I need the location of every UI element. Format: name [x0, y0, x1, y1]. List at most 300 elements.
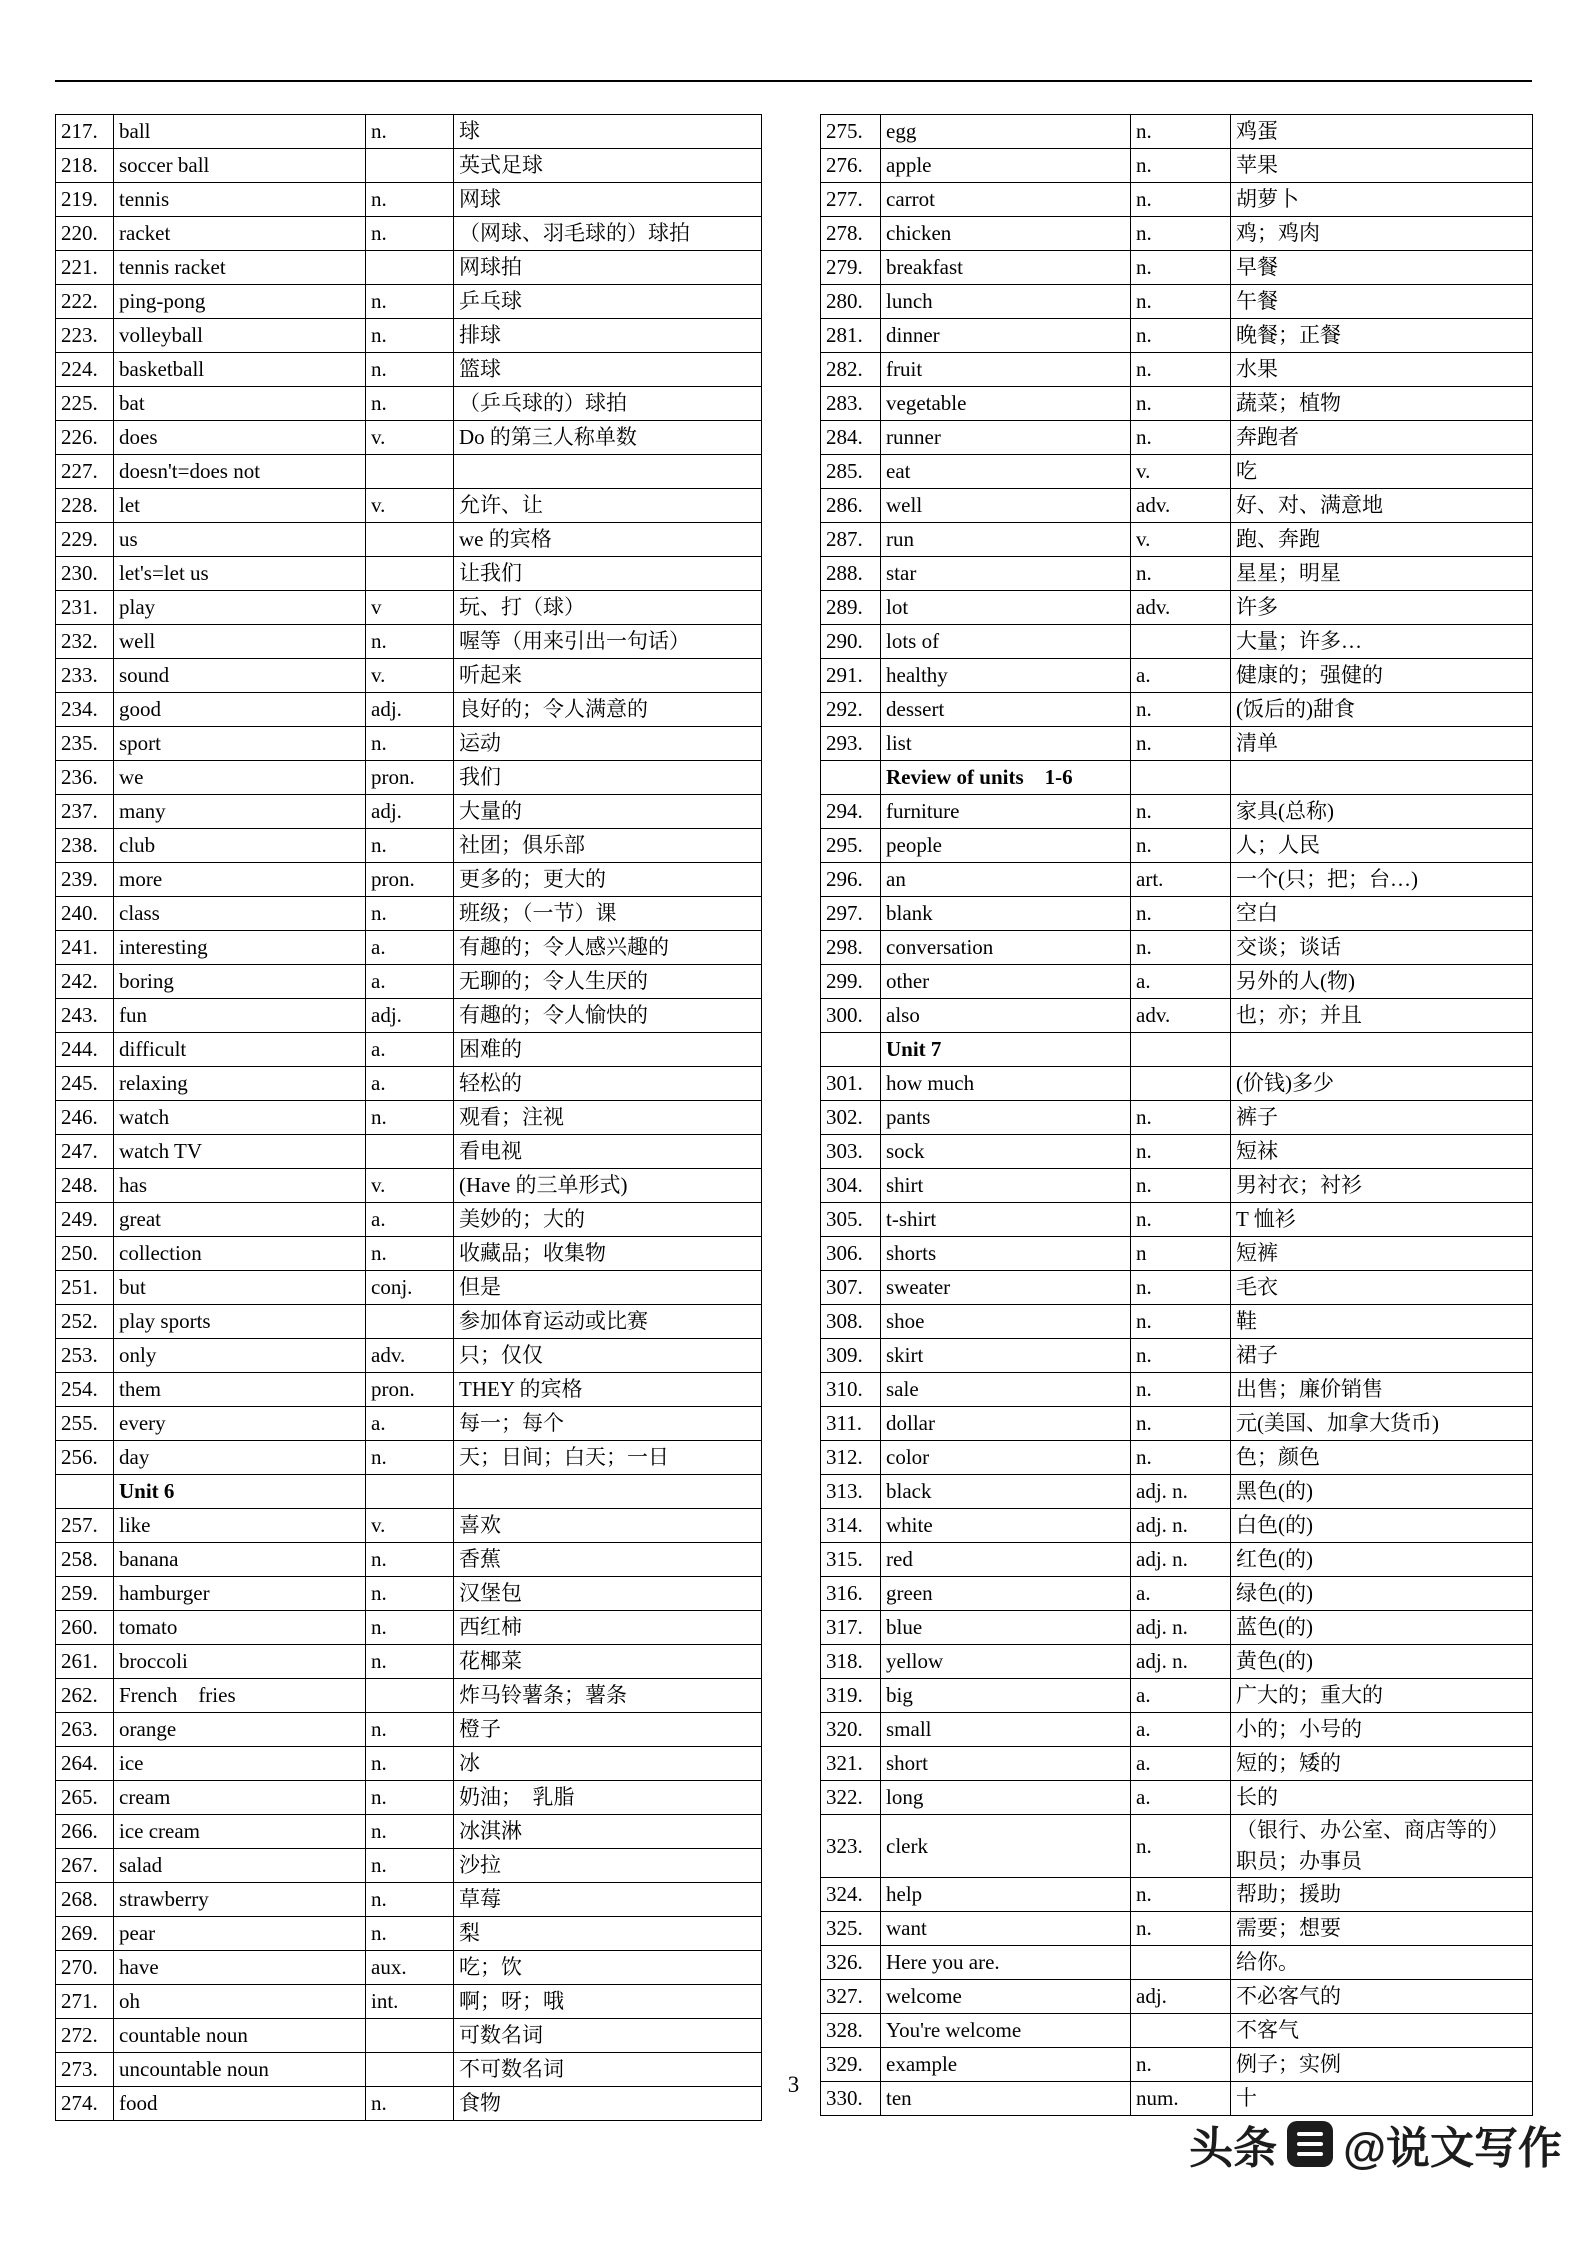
vocab-row: [821, 829, 1533, 863]
vocab-row: [821, 897, 1533, 931]
num-cell: 257.: [56, 1509, 114, 1543]
pos-cell: n.: [1131, 1271, 1231, 1305]
meaning-cell: 吃: [1231, 455, 1533, 489]
pos-cell: n.: [366, 285, 454, 319]
num-cell: 221.: [56, 251, 114, 285]
meaning-cell: 例子；实例: [1231, 2048, 1533, 2082]
meaning-cell: [454, 1475, 762, 1509]
meaning-cell: 裙子: [1231, 1339, 1533, 1373]
meaning-cell: 奔跑者: [1231, 421, 1533, 455]
pos-cell: adj.: [366, 999, 454, 1033]
word-cell: ten: [881, 2082, 1131, 2116]
meaning-cell: 收藏品；收集物: [454, 1237, 762, 1271]
meaning-cell: 香蕉: [454, 1543, 762, 1577]
vocab-row: [56, 285, 762, 319]
vocab-row: [821, 2014, 1533, 2048]
vocab-row: [821, 387, 1533, 421]
num-cell: 310.: [821, 1373, 881, 1407]
meaning-cell: 健康的；强健的: [1231, 659, 1533, 693]
num-cell: 252.: [56, 1305, 114, 1339]
num-cell: 319.: [821, 1679, 881, 1713]
pos-cell: n.: [366, 1101, 454, 1135]
word-cell: every: [114, 1407, 366, 1441]
word-cell: food: [114, 2087, 366, 2121]
vocab-row: [56, 1577, 762, 1611]
vocab-row: [821, 727, 1533, 761]
word-cell: shirt: [881, 1169, 1131, 1203]
num-cell: 266.: [56, 1815, 114, 1849]
word-cell: more: [114, 863, 366, 897]
num-cell: 265.: [56, 1781, 114, 1815]
num-cell: 220.: [56, 217, 114, 251]
word-cell: we: [114, 761, 366, 795]
meaning-cell: 更多的；更大的: [454, 863, 762, 897]
vocab-row: [56, 1917, 762, 1951]
vocab-row: [56, 761, 762, 795]
meaning-cell: 只；仅仅: [454, 1339, 762, 1373]
pos-cell: n.: [1131, 1339, 1231, 1373]
vocab-row: [821, 1441, 1533, 1475]
vocab-row: [821, 183, 1533, 217]
meaning-cell: (Have 的三单形式): [454, 1169, 762, 1203]
word-cell: them: [114, 1373, 366, 1407]
watermark: [1189, 2112, 1562, 2176]
meaning-cell: 蔬菜；植物: [1231, 387, 1533, 421]
vocab-row: [56, 455, 762, 489]
meaning-cell: 冰: [454, 1747, 762, 1781]
num-cell: 304.: [821, 1169, 881, 1203]
pos-cell: n.: [366, 217, 454, 251]
num-cell: 247.: [56, 1135, 114, 1169]
meaning-cell: 可数名词: [454, 2019, 762, 2053]
meaning-cell: 给你。: [1231, 1946, 1533, 1980]
vocab-row: [821, 421, 1533, 455]
meaning-cell: 网球拍: [454, 251, 762, 285]
num-cell: 232.: [56, 625, 114, 659]
pos-cell: n.: [1131, 149, 1231, 183]
meaning-cell: 清单: [1231, 727, 1533, 761]
pos-cell: [366, 455, 454, 489]
vocab-row: [56, 353, 762, 387]
vocab-row: [821, 625, 1533, 659]
word-cell: small: [881, 1713, 1131, 1747]
meaning-cell: 听起来: [454, 659, 762, 693]
pos-cell: [1131, 761, 1231, 795]
pos-cell: n.: [1131, 1407, 1231, 1441]
meaning-cell: 班级；（一节）课: [454, 897, 762, 931]
meaning-cell: 运动: [454, 727, 762, 761]
meaning-cell: 大量的: [454, 795, 762, 829]
num-cell: 256.: [56, 1441, 114, 1475]
meaning-cell: 空白: [1231, 897, 1533, 931]
meaning-cell: 十: [1231, 2082, 1533, 2116]
meaning-cell: （乒乓球的）球拍: [454, 387, 762, 421]
num-cell: 280.: [821, 285, 881, 319]
meaning-cell: 有趣的；令人感兴趣的: [454, 931, 762, 965]
pos-cell: n.: [366, 319, 454, 353]
pos-cell: adj.: [366, 693, 454, 727]
word-cell: skirt: [881, 1339, 1131, 1373]
meaning-cell: 水果: [1231, 353, 1533, 387]
num-cell: 274.: [56, 2087, 114, 2121]
pos-cell: adv.: [366, 1339, 454, 1373]
vocab-row: [821, 659, 1533, 693]
pos-cell: adj.: [1131, 1980, 1231, 2014]
vocab-row: [821, 489, 1533, 523]
word-cell: interesting: [114, 931, 366, 965]
pos-cell: n.: [1131, 387, 1231, 421]
num-cell: 298.: [821, 931, 881, 965]
pos-cell: adv.: [1131, 489, 1231, 523]
meaning-cell: 乒乓球: [454, 285, 762, 319]
num-cell: 260.: [56, 1611, 114, 1645]
vocab-row: [56, 149, 762, 183]
vocab-row: [821, 523, 1533, 557]
vocab-row: [56, 999, 762, 1033]
meaning-cell: 炸马铃薯条；薯条: [454, 1679, 762, 1713]
word-cell: eat: [881, 455, 1131, 489]
meaning-cell: 允许、让: [454, 489, 762, 523]
meaning-cell: 西红柿: [454, 1611, 762, 1645]
num-cell: 322.: [821, 1781, 881, 1815]
pos-cell: n: [1131, 1237, 1231, 1271]
word-cell: day: [114, 1441, 366, 1475]
vocab-row: [56, 115, 762, 149]
num-cell: 282.: [821, 353, 881, 387]
vocab-row: [821, 1305, 1533, 1339]
num-cell: 269.: [56, 1917, 114, 1951]
section-header-row: [56, 1475, 762, 1509]
pos-cell: a.: [1131, 1577, 1231, 1611]
pos-cell: [366, 2019, 454, 2053]
pos-cell: n.: [1131, 557, 1231, 591]
word-cell: star: [881, 557, 1131, 591]
word-cell: sweater: [881, 1271, 1131, 1305]
word-cell: ping-pong: [114, 285, 366, 319]
meaning-cell: 困难的: [454, 1033, 762, 1067]
watermark-prefix: 头条: [1189, 2124, 1278, 2173]
meaning-cell: 色；颜色: [1231, 1441, 1533, 1475]
meaning-cell: 午餐: [1231, 285, 1533, 319]
vocab-row: [56, 1543, 762, 1577]
vocab-table-right: [820, 114, 1533, 2116]
word-cell: tomato: [114, 1611, 366, 1645]
pos-cell: adv.: [1131, 591, 1231, 625]
meaning-cell: 星星；明星: [1231, 557, 1533, 591]
pos-cell: a.: [366, 931, 454, 965]
meaning-cell: 我们: [454, 761, 762, 795]
meaning-cell: 跑、奔跑: [1231, 523, 1533, 557]
num-cell: 327.: [821, 1980, 881, 2014]
vocab-row: [821, 1577, 1533, 1611]
num-cell: 241.: [56, 931, 114, 965]
pos-cell: n.: [1131, 795, 1231, 829]
pos-cell: [1131, 625, 1231, 659]
word-cell: sale: [881, 1373, 1131, 1407]
word-cell: clerk: [881, 1815, 1131, 1878]
vocab-row: [821, 1407, 1533, 1441]
num-cell: 224.: [56, 353, 114, 387]
vocab-row: [56, 1883, 762, 1917]
num-cell: 288.: [821, 557, 881, 591]
vocab-row: [56, 1849, 762, 1883]
pos-cell: n.: [366, 353, 454, 387]
pos-cell: n.: [1131, 2048, 1231, 2082]
pos-cell: a.: [1131, 1679, 1231, 1713]
pos-cell: num.: [1131, 2082, 1231, 2116]
vocab-row: [821, 1475, 1533, 1509]
vocab-row: [56, 591, 762, 625]
pos-cell: pron.: [366, 761, 454, 795]
num-cell: 302.: [821, 1101, 881, 1135]
word-cell: basketball: [114, 353, 366, 387]
pos-cell: n.: [366, 829, 454, 863]
meaning-cell: THEY 的宾格: [454, 1373, 762, 1407]
pos-cell: n.: [1131, 1135, 1231, 1169]
meaning-cell: T 恤衫: [1231, 1203, 1533, 1237]
meaning-cell: 看电视: [454, 1135, 762, 1169]
vocab-row: [56, 1373, 762, 1407]
vocab-row: [56, 251, 762, 285]
word-cell: good: [114, 693, 366, 727]
num-cell: 264.: [56, 1747, 114, 1781]
vocab-row: [56, 1305, 762, 1339]
word-cell: countable noun: [114, 2019, 366, 2053]
num-cell: 228.: [56, 489, 114, 523]
vocab-row: [821, 1912, 1533, 1946]
meaning-cell: 黄色(的): [1231, 1645, 1533, 1679]
meaning-cell: Do 的第三人称单数: [454, 421, 762, 455]
num-cell: 284.: [821, 421, 881, 455]
num-cell: 231.: [56, 591, 114, 625]
meaning-cell: 鞋: [1231, 1305, 1533, 1339]
pos-cell: a.: [366, 1033, 454, 1067]
pos-cell: adj. n.: [1131, 1543, 1231, 1577]
word-cell: pants: [881, 1101, 1131, 1135]
num-cell: 219.: [56, 183, 114, 217]
vocab-row: [56, 965, 762, 999]
num-cell: 246.: [56, 1101, 114, 1135]
word-cell: shoe: [881, 1305, 1131, 1339]
vocab-row: [821, 285, 1533, 319]
num-cell: 329.: [821, 2048, 881, 2082]
meaning-cell: 不客气: [1231, 2014, 1533, 2048]
meaning-cell: 小的；小号的: [1231, 1713, 1533, 1747]
vocab-row: [56, 795, 762, 829]
num-cell: 286.: [821, 489, 881, 523]
word-cell: black: [881, 1475, 1131, 1509]
pos-cell: [366, 1305, 454, 1339]
word-cell: lot: [881, 591, 1131, 625]
num-cell: 242.: [56, 965, 114, 999]
word-cell: class: [114, 897, 366, 931]
num-cell: 292.: [821, 693, 881, 727]
word-cell: big: [881, 1679, 1131, 1713]
meaning-cell: （网球、羽毛球的）球拍: [454, 217, 762, 251]
vocab-row: [56, 693, 762, 727]
num-cell: 317.: [821, 1611, 881, 1645]
num-cell: [821, 1033, 881, 1067]
word-cell: green: [881, 1577, 1131, 1611]
pos-cell: [1131, 1067, 1231, 1101]
meaning-cell: 球: [454, 115, 762, 149]
num-cell: 240.: [56, 897, 114, 931]
word-cell: ball: [114, 115, 366, 149]
vocab-row: [56, 421, 762, 455]
meaning-cell: 绿色(的): [1231, 1577, 1533, 1611]
word-cell: blue: [881, 1611, 1131, 1645]
pos-cell: n.: [1131, 319, 1231, 353]
num-cell: 305.: [821, 1203, 881, 1237]
num-cell: 301.: [821, 1067, 881, 1101]
pos-cell: n.: [1131, 1373, 1231, 1407]
word-cell: blank: [881, 897, 1131, 931]
pos-cell: n.: [1131, 217, 1231, 251]
num-cell: 255.: [56, 1407, 114, 1441]
pos-cell: n.: [1131, 1203, 1231, 1237]
meaning-cell: 一个(只；把；台…): [1231, 863, 1533, 897]
num-cell: [821, 761, 881, 795]
logo-bar: [1297, 2142, 1323, 2146]
num-cell: 293.: [821, 727, 881, 761]
pos-cell: n.: [366, 1645, 454, 1679]
vocab-row: [56, 1407, 762, 1441]
meaning-cell: 汉堡包: [454, 1577, 762, 1611]
pos-cell: n.: [366, 1543, 454, 1577]
pos-cell: a.: [1131, 965, 1231, 999]
word-cell: watch TV: [114, 1135, 366, 1169]
vocab-row: [821, 115, 1533, 149]
meaning-cell: 美妙的；大的: [454, 1203, 762, 1237]
pos-cell: adj. n.: [1131, 1509, 1231, 1543]
meaning-cell: 沙拉: [454, 1849, 762, 1883]
vocab-row: [821, 1611, 1533, 1645]
top-divider-line: [55, 80, 1532, 82]
word-cell: tennis racket: [114, 251, 366, 285]
vocab-row: [821, 1135, 1533, 1169]
pos-cell: n.: [1131, 1878, 1231, 1912]
num-cell: 299.: [821, 965, 881, 999]
vocab-row: [821, 1101, 1533, 1135]
word-cell: but: [114, 1271, 366, 1305]
num-cell: 243.: [56, 999, 114, 1033]
num-cell: 330.: [821, 2082, 881, 2116]
pos-cell: n.: [366, 183, 454, 217]
vocab-row: [56, 1135, 762, 1169]
vocab-row: [821, 1271, 1533, 1305]
word-cell: pear: [114, 1917, 366, 1951]
pos-cell: n.: [1131, 183, 1231, 217]
vocab-row: [56, 523, 762, 557]
word-cell: watch: [114, 1101, 366, 1135]
num-cell: 287.: [821, 523, 881, 557]
num-cell: 320.: [821, 1713, 881, 1747]
meaning-cell: 有趣的；令人愉快的: [454, 999, 762, 1033]
pos-cell: art.: [1131, 863, 1231, 897]
word-cell: have: [114, 1951, 366, 1985]
vocab-row: [56, 1951, 762, 1985]
pos-cell: v.: [366, 421, 454, 455]
pos-cell: conj.: [366, 1271, 454, 1305]
num-cell: 226.: [56, 421, 114, 455]
num-cell: 234.: [56, 693, 114, 727]
num-cell: 303.: [821, 1135, 881, 1169]
meaning-cell: 喔等（用来引出一句话）: [454, 625, 762, 659]
vocab-row: [821, 1169, 1533, 1203]
num-cell: 278.: [821, 217, 881, 251]
num-cell: 311.: [821, 1407, 881, 1441]
meaning-cell: 每一；每个: [454, 1407, 762, 1441]
num-cell: 273.: [56, 2053, 114, 2087]
num-cell: 272.: [56, 2019, 114, 2053]
vocab-row: [56, 319, 762, 353]
pos-cell: pron.: [366, 1373, 454, 1407]
pos-cell: n.: [1131, 1441, 1231, 1475]
word-cell: let: [114, 489, 366, 523]
meaning-cell: 苹果: [1231, 149, 1533, 183]
pos-cell: n.: [1131, 1305, 1231, 1339]
num-cell: 262.: [56, 1679, 114, 1713]
word-cell: oh: [114, 1985, 366, 2019]
word-cell: also: [881, 999, 1131, 1033]
num-cell: 324.: [821, 1878, 881, 1912]
word-cell: well: [114, 625, 366, 659]
word-cell: welcome: [881, 1980, 1131, 2014]
meaning-cell: 毛衣: [1231, 1271, 1533, 1305]
word-cell: strawberry: [114, 1883, 366, 1917]
meaning-cell: 长的: [1231, 1781, 1533, 1815]
vocab-row: [821, 1747, 1533, 1781]
vocab-row: [821, 1679, 1533, 1713]
meaning-cell: 短的；矮的: [1231, 1747, 1533, 1781]
word-cell: relaxing: [114, 1067, 366, 1101]
word-cell: dessert: [881, 693, 1131, 727]
vocab-row: [56, 931, 762, 965]
toutiao-logo-icon: [1287, 2121, 1333, 2167]
vocab-row: [821, 1509, 1533, 1543]
pos-cell: n.: [366, 2087, 454, 2121]
num-cell: 321.: [821, 1747, 881, 1781]
word-cell: shorts: [881, 1237, 1131, 1271]
meaning-cell: 另外的人(物): [1231, 965, 1533, 999]
word-cell: ice cream: [114, 1815, 366, 1849]
num-cell: 281.: [821, 319, 881, 353]
pos-cell: int.: [366, 1985, 454, 2019]
vocab-row: [56, 1067, 762, 1101]
word-cell: has: [114, 1169, 366, 1203]
pos-cell: adj. n.: [1131, 1475, 1231, 1509]
meaning-cell: 玩、打（球）: [454, 591, 762, 625]
word-cell: collection: [114, 1237, 366, 1271]
pos-cell: n.: [366, 1713, 454, 1747]
num-cell: 309.: [821, 1339, 881, 1373]
meaning-cell: 英式足球: [454, 149, 762, 183]
pos-cell: n.: [1131, 693, 1231, 727]
vocab-row: [821, 1543, 1533, 1577]
vocab-row: [56, 1033, 762, 1067]
word-cell: volleyball: [114, 319, 366, 353]
word-cell: breakfast: [881, 251, 1131, 285]
meaning-cell: 排球: [454, 319, 762, 353]
word-cell: ice: [114, 1747, 366, 1781]
section-header-row: [821, 761, 1533, 795]
meaning-cell: 啊；呀；哦: [454, 1985, 762, 2019]
word-cell: doesn't=does not: [114, 455, 366, 489]
pos-cell: pron.: [366, 863, 454, 897]
num-cell: 316.: [821, 1577, 881, 1611]
num-cell: 259.: [56, 1577, 114, 1611]
meaning-cell: [1231, 1033, 1533, 1067]
